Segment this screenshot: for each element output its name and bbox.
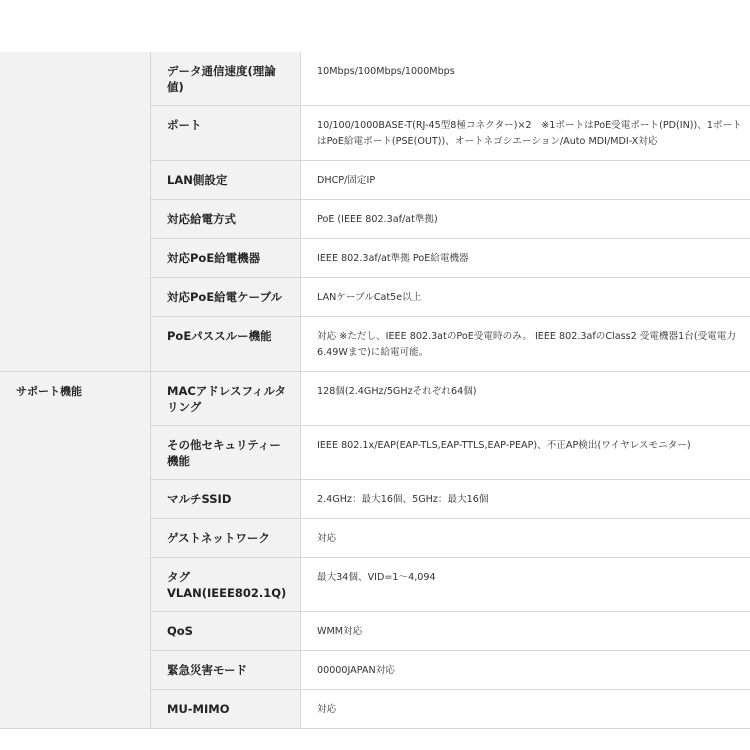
spec-label-cell xyxy=(151,612,301,651)
spec-value-cell xyxy=(301,480,750,519)
spec-label: データ通信速度(理論値) xyxy=(167,64,276,94)
spec-value-cell xyxy=(301,161,750,200)
spec-value: 128個(2.4GHz/5GHzそれぞれ64個) xyxy=(317,386,477,397)
spec-label: QoS xyxy=(167,624,193,638)
spec-label-cell xyxy=(151,426,301,480)
spec-value-cell xyxy=(301,651,750,690)
spec-value: 10Mbps/100Mbps/1000Mbps xyxy=(317,66,455,77)
spec-label: タグVLAN(IEEE802.1Q) xyxy=(167,570,287,600)
category-label: サポート機能 xyxy=(16,385,82,398)
spec-value-cell xyxy=(301,317,750,372)
spec-label-cell xyxy=(151,239,301,278)
spec-label: 対応給電方式 xyxy=(167,212,236,226)
spec-label-cell xyxy=(151,200,301,239)
spec-value: WMM対応 xyxy=(317,626,363,637)
table-row xyxy=(0,52,750,106)
spec-value: LANケーブルCat5e以上 xyxy=(317,292,422,303)
spec-label-cell xyxy=(151,52,301,106)
spec-value-cell xyxy=(301,106,750,161)
spec-label-cell xyxy=(151,558,301,612)
spec-value-cell xyxy=(301,612,750,651)
spec-value: IEEE 802.1x/EAP(EAP-TLS,EAP-TTLS,EAP-PEAP)、不正AP検出(ワイヤレスモニター) xyxy=(317,440,691,451)
spec-label-cell xyxy=(151,690,301,729)
spec-table xyxy=(0,52,750,729)
spec-value: 対応 ※ただし、IEEE 802.3atのPoE受電時のみ。 IEEE 802.3afのClass2 受電機器1台(受電電力 6.49Wまで)に給電可能。 xyxy=(317,331,736,358)
spec-value: 10/100/1000BASE-T(RJ-45型8極コネクター)×2 ※1ポートはPoE受電ポート(PD(IN))、1ポートはPoE給電ポート(PSE(OUT))、オートネゴシエーション/Auto MDI/MDI-X対応 xyxy=(317,120,742,147)
spec-label: MU-MIMO xyxy=(167,702,230,716)
spec-value-cell xyxy=(301,372,750,426)
spec-label-cell xyxy=(151,106,301,161)
spec-value: PoE (IEEE 802.3af/at準拠) xyxy=(317,214,438,225)
table-row xyxy=(0,372,750,426)
spec-label: その他セキュリティー機能 xyxy=(167,438,281,468)
spec-value-cell xyxy=(301,52,750,106)
category-cell-support xyxy=(0,372,151,729)
spec-label-cell xyxy=(151,372,301,426)
spec-value: 2.4GHz：最大16個、5GHz：最大16個 xyxy=(317,494,489,505)
spec-value: DHCP/固定IP xyxy=(317,175,376,186)
spec-label-cell xyxy=(151,651,301,690)
spec-value-cell xyxy=(301,239,750,278)
spec-label: 対応PoE給電機器 xyxy=(167,251,261,265)
spec-value-cell xyxy=(301,558,750,612)
spec-label-cell xyxy=(151,278,301,317)
spec-value-cell xyxy=(301,426,750,480)
spec-label-cell xyxy=(151,161,301,200)
spec-label: LAN側設定 xyxy=(167,173,228,187)
spec-value: 最大34個、VID=1～4,094 xyxy=(317,572,436,583)
spec-value-cell xyxy=(301,690,750,729)
spec-value-cell xyxy=(301,278,750,317)
spec-label-cell xyxy=(151,480,301,519)
spec-value: IEEE 802.3af/at準拠 PoE給電機器 xyxy=(317,253,469,264)
spec-label: 緊急災害モード xyxy=(167,663,248,677)
spec-value: 00000JAPAN対応 xyxy=(317,665,395,676)
category-cell-network xyxy=(0,52,151,372)
spec-value-cell xyxy=(301,519,750,558)
spec-table-container xyxy=(0,52,750,729)
spec-label-cell xyxy=(151,519,301,558)
spec-label: ゲストネットワーク xyxy=(167,531,270,545)
spec-label: マルチSSID xyxy=(167,492,232,506)
spec-label: 対応PoE給電ケーブル xyxy=(167,290,283,304)
spec-label: MACアドレスフィルタリング xyxy=(167,384,287,414)
spec-value: 対応 xyxy=(317,533,337,544)
spec-value: 対応 xyxy=(317,704,337,715)
spec-label: PoEパススルー機能 xyxy=(167,329,272,343)
spec-label-cell xyxy=(151,317,301,372)
spec-label: ポート xyxy=(167,118,202,132)
spec-value-cell xyxy=(301,200,750,239)
